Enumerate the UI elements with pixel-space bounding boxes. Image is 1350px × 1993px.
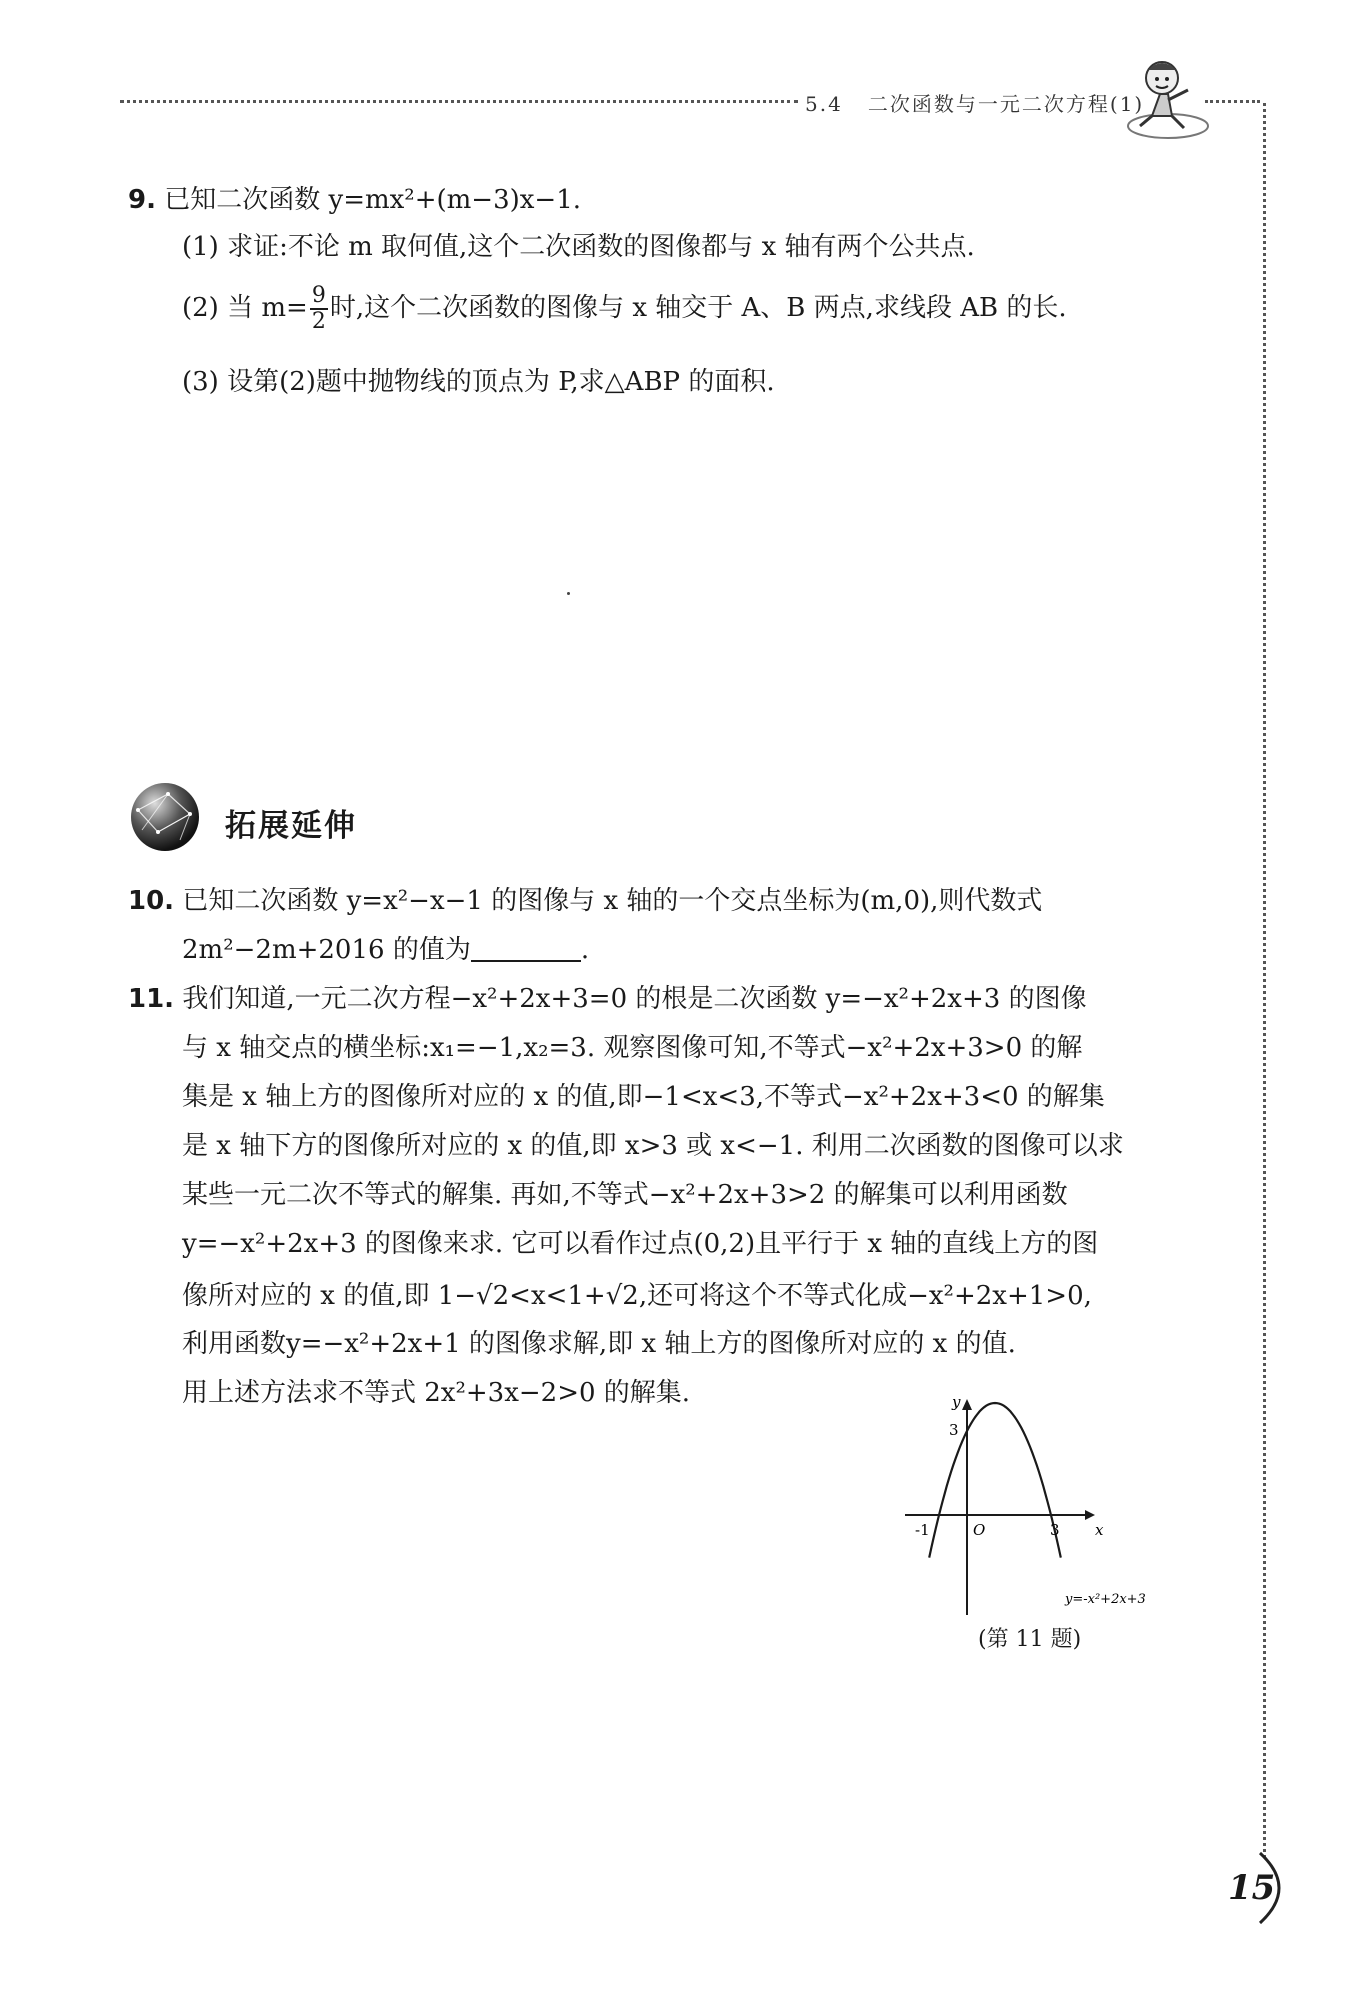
question-number: 11. <box>128 984 175 1014</box>
fraction <box>310 284 328 334</box>
cartoon-mascot-icon <box>1122 52 1214 144</box>
question-9-part-1: (1) 求证:不论 m 取何值,这个二次函数的图像都与 x 轴有两个公共点. <box>182 232 975 262</box>
globe-icon <box>128 780 202 854</box>
running-header <box>805 88 1144 117</box>
question-11-line-3: 集是 x 轴上方的图像所对应的 x 的值,即−1<x<3,不等式−x²+2x+3<0 的解集 <box>182 1082 1105 1112</box>
question-9-part-2 <box>182 284 1067 334</box>
question-9-stem <box>128 176 581 225</box>
part-text: 时,这个二次函数的图像与 x 轴交于 A、B 两点,求线段 AB 的长. <box>329 293 1067 323</box>
question-11-line-5: 某些一元二次不等式的解集. 再如,不等式−x²+2x+3>2 的解集可以利用函数 <box>182 1180 1068 1210</box>
origin-label: O <box>973 1521 986 1539</box>
question-number: 9. <box>128 185 156 215</box>
page-number: 15 <box>1228 1868 1276 1908</box>
header-rule <box>120 100 798 103</box>
y-tick-3: 3 <box>949 1421 959 1439</box>
question-text: 2m²−2m+2016 的值为 <box>182 935 471 965</box>
formula: y=mx²+(m−3)x−1. <box>328 185 582 215</box>
part-text: (2) 当 m= <box>182 293 308 323</box>
question-11-line-4: 是 x 轴下方的图像所对应的 x 的值,即 x>3 或 x<−1. 利用二次函数的图像可以求 <box>182 1131 1124 1161</box>
period: . <box>580 935 590 965</box>
question-10-line-2 <box>182 926 589 975</box>
answer-blank[interactable] <box>471 930 581 962</box>
section-title: 拓展延伸 <box>225 808 357 844</box>
curve-label: y=-x²+2x+3 <box>1065 1592 1146 1607</box>
x-axis-arrow-icon <box>1085 1510 1095 1520</box>
y-axis-label: y <box>952 1393 961 1411</box>
question-10-line-1 <box>128 877 1042 926</box>
question-9-part-3: (3) 设第(2)题中抛物线的顶点为 P,求△ABP 的面积. <box>182 367 775 397</box>
question-11-line-7: 像所对应的 x 的值,即 1−√2<x<1+√2,还可将这个不等式化成−x²+2x+1>0, <box>182 1281 1092 1311</box>
speck <box>567 592 570 595</box>
question-11-line-1 <box>128 975 1087 1024</box>
fraction-denominator: 2 <box>311 309 326 334</box>
question-text: 我们知道,一元二次方程−x²+2x+3=0 的根是二次函数 y=−x²+2x+3 的图像 <box>182 984 1087 1014</box>
question-text: 已知二次函数 y=x²−x−1 的图像与 x 轴的一个交点坐标为(m,0),则代数式 <box>182 886 1043 916</box>
x-tick-3: 3 <box>1050 1521 1060 1539</box>
x-axis-label: x <box>1095 1521 1104 1539</box>
question-text: 已知二次函数 <box>164 185 329 215</box>
question-11-line-8: 利用函数y=−x²+2x+1 的图像求解,即 x 轴上方的图像所对应的 x 的值. <box>182 1329 1016 1359</box>
question-11-line-2: 与 x 轴交点的横坐标:x₁=−1,x₂=3. 观察图像可知,不等式−x²+2x+3>0 的解 <box>182 1033 1083 1063</box>
header-title: 二次函数与一元二次方程(1) <box>867 92 1145 116</box>
x-tick-neg1: -1 <box>915 1521 930 1539</box>
question-number: 10. <box>128 886 175 916</box>
header-rule-right <box>1205 100 1260 103</box>
question-11-line-9: 用上述方法求不等式 2x²+3x−2>0 的解集. <box>182 1378 691 1408</box>
parabola-figure <box>905 1385 1165 1615</box>
fraction-numerator: 9 <box>311 283 326 308</box>
figure-caption: (第 11 题) <box>978 1627 1082 1652</box>
page-border-right <box>1263 103 1266 1858</box>
header-section-number: 5.4 <box>805 92 843 116</box>
question-11-line-6: y=−x²+2x+3 的图像来求. 它可以看作过点(0,2)且平行于 x 轴的直线上方的图 <box>182 1229 1099 1259</box>
y-axis-arrow-icon <box>962 1399 972 1410</box>
